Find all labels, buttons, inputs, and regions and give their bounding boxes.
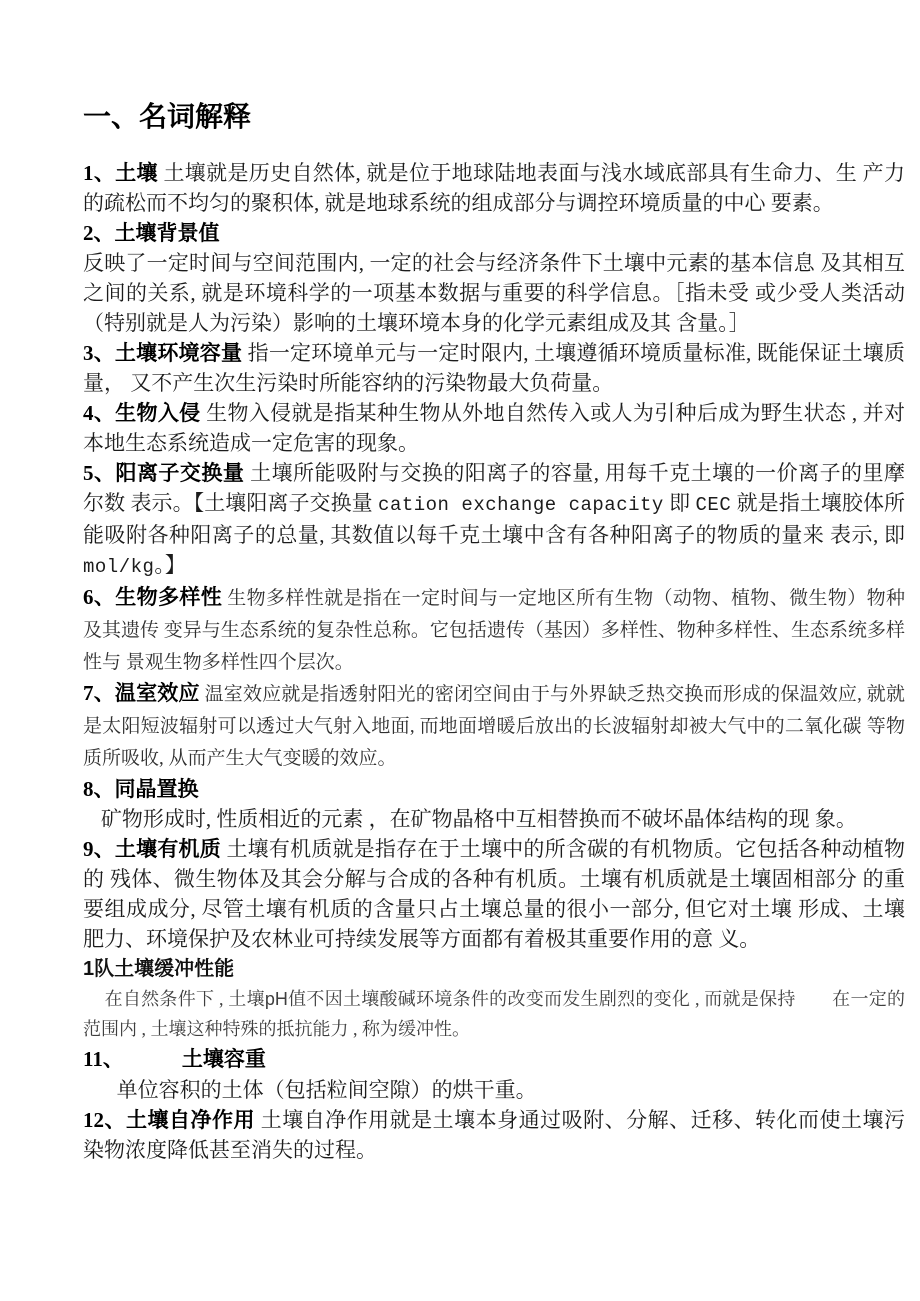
definition-item-8-body bbox=[83, 804, 905, 834]
definition-item-9 bbox=[83, 834, 905, 954]
definition-text-7: 温室效应就是指透射阳光的密闭空间由于与外界缺乏热交换而形成的保温效应, 就就是太阳短波辐射可以透过大气射入地面, 而地面增暖后放出的长波辐射却被大气中的二氧化碳 等物质所吸收, 从而产生大气变暖的效应。 bbox=[83, 684, 905, 769]
definition-text-9: 土壤有机质就是指存在于土壤中的所含碳的有机物质。它包括各种动植物的 残体、微生物体及其会分解与合成的各种有机质。土壤有机质就是土壤固相部分 的重要组成成分, 尽管土壤有机质的含量只占土壤总量的很小一部分, 但它对土壤 形成、土壤肥力、环境保护及农林业可持续发展等方面都有着极其重要作用的意 义。 bbox=[83, 837, 906, 951]
definition-item-6 bbox=[83, 582, 905, 678]
definitions-document bbox=[83, 100, 905, 1165]
term-label-1: 1、土壤 bbox=[83, 161, 158, 185]
term-label-4: 4、生物入侵 bbox=[83, 401, 201, 425]
term-label-10: 1队土壤缓冲性能 bbox=[83, 958, 235, 980]
definition-text-5: 土壤所能吸附与交换的阳离子的容量, 用每千克土壤的一价离子的里摩尔数 表示。【土壤阳离子交换量 bbox=[83, 461, 906, 515]
definition-text-4: 生物入侵就是指某种生物从外地自然传入或人为引种后成为野生状态 , 并对本地生态系统造成一定危害的现象。 bbox=[83, 401, 906, 455]
ph-symbol: pH bbox=[264, 989, 288, 1009]
item-number-11: 11、 bbox=[83, 1047, 124, 1071]
definition-text-3: 指一定环境单元与一定时限内, 土壤遵循环境质量标准, 既能保证土壤质量， 又不产生次生污染时所能容纳的污染物最大负荷量。 bbox=[83, 341, 906, 395]
term-label-11: 土壤容重 bbox=[181, 1047, 266, 1071]
term-label-2: 2、土壤背景值 bbox=[83, 221, 220, 245]
definition-item-7 bbox=[83, 678, 905, 774]
item-number-12: 12、 bbox=[83, 1108, 126, 1132]
term-label-6: 6、生物多样性 bbox=[83, 585, 223, 609]
definition-text-8: 矿物形成时, 性质相近的元素 ，在矿物晶格中互相替换而不破坏晶体结构的现 象。 bbox=[100, 807, 857, 831]
definition-text-2: 反映了一定时间与空间范围内, 一定的社会与经济条件下土壤中元素的基本信息 及其相互之间的关系, 就是环境科学的一项基本数据与重要的科学信息。［指未受 或少受人类活动（特别就是人为污染）影响的土壤环境本身的化学元素组成及其 含量。］ bbox=[83, 251, 905, 335]
term-label-8: 8、同晶置换 bbox=[83, 777, 199, 801]
definition-item-3 bbox=[83, 338, 905, 398]
definition-text-5b: 即 bbox=[663, 491, 696, 515]
definition-text-10b: 值不因土壤酸碱环境条件的改变而发生剧烈的变化 , 而就是保持 在一定的范围内 , 土壤这种特殊的抵抗能力 , 称为缓冲性。 bbox=[83, 989, 906, 1039]
definition-item-8-heading bbox=[83, 774, 905, 804]
definition-text-12: 土壤自净作用就是土壤本身通过吸附、分解、迁移、转化而使土壤污染物浓度降低甚至消失的过程。 bbox=[83, 1108, 906, 1162]
term-label-7: 7、温室效应 bbox=[83, 681, 200, 705]
definition-text-5d: 。】 bbox=[154, 553, 186, 577]
definition-text-11: 单位容积的土体（包括粒间空隙）的烘干重。 bbox=[116, 1078, 537, 1102]
definition-item-4 bbox=[83, 398, 905, 458]
definition-text-1: 土壤就是历史自然体, 就是位于地球陆地表面与浅水域底部具有生命力、生 产力的疏松而不均匀的聚积体, 就是地球系统的组成部分与调控环境质量的中心 要素。 bbox=[83, 161, 906, 215]
latin-term-unit: mol/kg bbox=[83, 556, 155, 578]
definition-item-5 bbox=[83, 458, 905, 582]
latin-term-cec-abbr: CEC bbox=[695, 494, 732, 516]
definition-text-5c: 就是指土壤胶体所能吸附各种阳离子的总量, 其数值以每千克土壤中含有各种阳离子的物质的量来 表示, 即 bbox=[83, 491, 906, 547]
definition-item-11-body bbox=[83, 1075, 905, 1105]
definition-item-12 bbox=[83, 1105, 905, 1165]
definition-item-2 bbox=[83, 218, 905, 338]
definition-text-6: 生物多样性就是指在一定时间与一定地区所有生物（动物、植物、微生物）物种及其遗传 变异与生态系统的复杂性总称。它包括遗传（基因）多样性、物种多样性、生态系统多样性与 景观生物多样性四个层次。 bbox=[83, 588, 905, 673]
term-label-5: 5、阳离子交换量 bbox=[83, 461, 245, 485]
page-title: 一、名词解释 bbox=[83, 102, 252, 133]
term-label-12: 土壤自净作用 bbox=[126, 1108, 255, 1132]
latin-term-cec-full: cation exchange capacity bbox=[378, 494, 664, 516]
definition-item-10-body bbox=[83, 984, 905, 1044]
definition-item-11-heading bbox=[83, 1044, 905, 1075]
term-label-3: 3、土壤环境容量 bbox=[83, 341, 243, 365]
term-label-9: 9、土壤有机质 bbox=[83, 837, 221, 861]
definition-text-10a: 在自然条件下 , 土壤 bbox=[104, 989, 265, 1009]
definition-item-1 bbox=[83, 158, 905, 218]
